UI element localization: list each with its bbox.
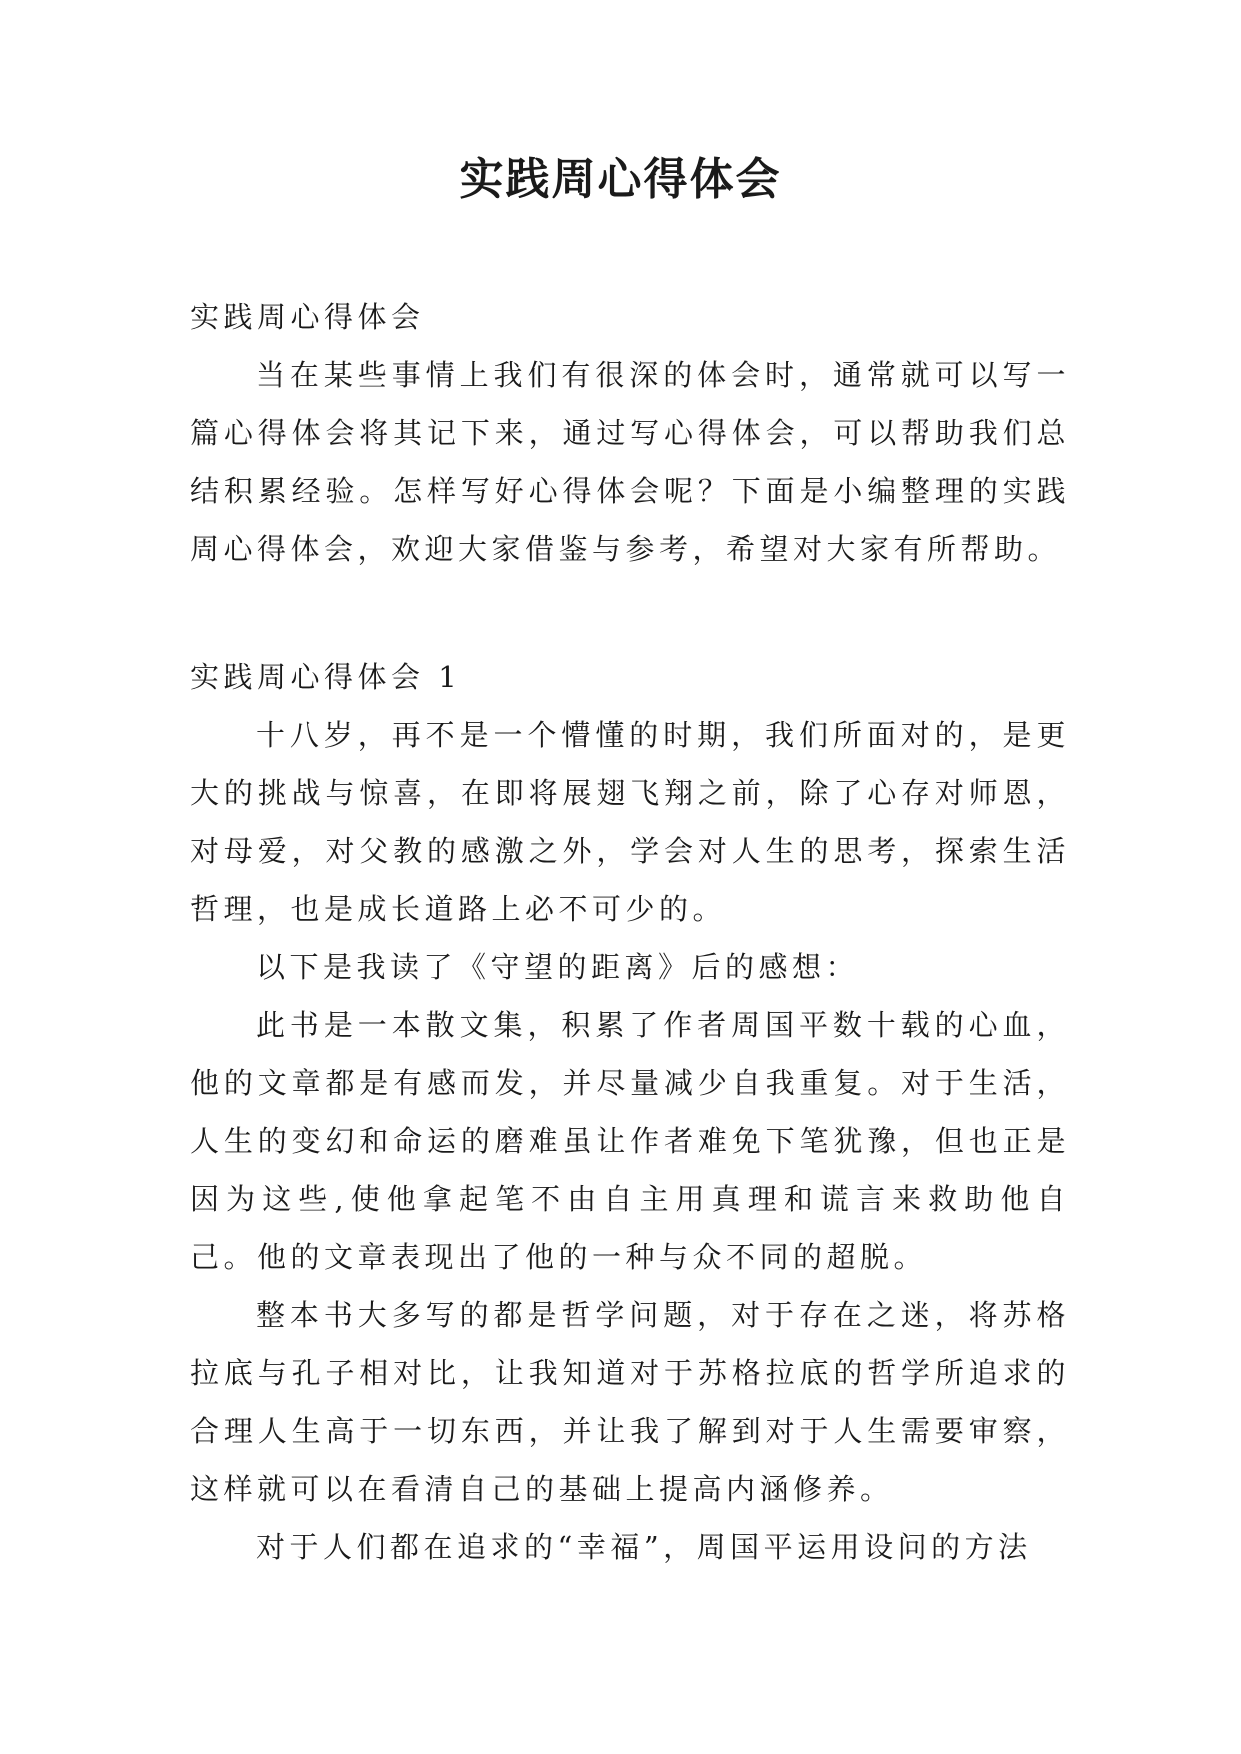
section-spacer bbox=[190, 578, 1070, 648]
intro-paragraph: 当在某些事情上我们有很深的体会时，通常就可以写一篇心得体会将其记下来，通过写心得体会，可以帮助我们总结积累经验。怎样写好心得体会呢？下面是小编整理的实践周心得体会，欢迎大家借鉴与参考，希望对大家有所帮助。 bbox=[190, 358, 1070, 566]
section-1-paragraph: 此书是一本散文集，积累了作者周国平数十载的心血，他的文章都是有感而发，并尽量减少自我重复。对于生活，人生的变幻和命运的磨难虽让作者难免下笔犹豫，但也正是因为这些,使他拿起笔不由自主用真理和谎言来救助他自己。他的文章表现出了他的一种与众不同的超脱。 bbox=[190, 1008, 1070, 1274]
section-1-paragraph: 对于人们都在追求的“幸福”，周国平运用设问的方法 bbox=[256, 1530, 1032, 1564]
section-1-paragraph: 十八岁，再不是一个懵懂的时期，我们所面对的，是更大的挑战与惊喜，在即将展翅飞翔之前，除了心存对师恩，对母爱，对父教的感激之外，学会对人生的思考，探索生活哲理，也是成长道路上必不可少的。 bbox=[190, 718, 1070, 926]
section-1-paragraph: 以下是我读了《守望的距离》后的感想： bbox=[256, 950, 860, 984]
section-1-paragraph: 整本书大多写的都是哲学问题，对于存在之迷，将苏格拉底与孔子相对比，让我知道对于苏格拉底的哲学所追求的合理人生高于一切东西，并让我了解到对于人生需要审察，这样就可以在看清自己的基础上提高内涵修养。 bbox=[190, 1298, 1070, 1506]
document-body bbox=[190, 288, 1070, 1576]
section-1-heading: 实践周心得体会 1 bbox=[190, 660, 462, 694]
document-title: 实践周心得体会 bbox=[459, 154, 782, 205]
intro-heading: 实践周心得体会 bbox=[190, 300, 425, 334]
